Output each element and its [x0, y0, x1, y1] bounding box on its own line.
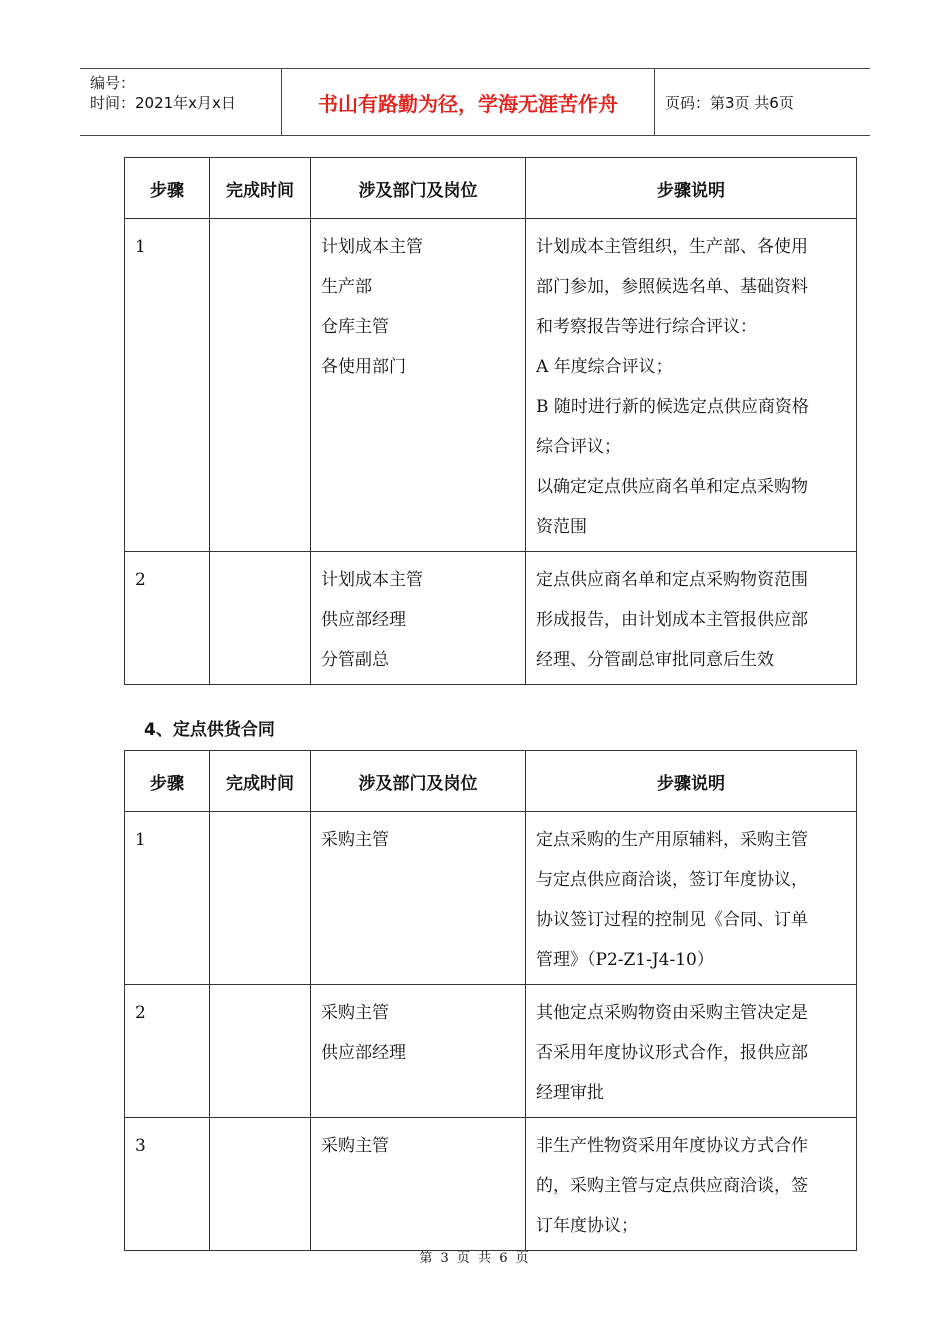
description-line: A 年度综合评议；	[536, 357, 673, 377]
department-name: 供应部经理	[321, 1043, 406, 1063]
step-description-cell	[526, 1118, 857, 1251]
description-line: 和考察报告等进行综合评议：	[536, 317, 757, 337]
step-number-cell: 2	[125, 985, 210, 1118]
column-header-time: 完成时间	[210, 751, 311, 812]
description-line: 形成报告，由计划成本主管报供应部	[536, 610, 808, 630]
column-header-step: 步骤	[125, 158, 210, 219]
table-row	[125, 985, 857, 1118]
step-number-cell: 1	[125, 812, 210, 985]
departments-cell	[311, 985, 526, 1118]
table-row	[125, 1118, 857, 1251]
table-row	[125, 552, 857, 685]
department-name: 各使用部门	[321, 357, 406, 377]
completion-time-cell	[210, 1118, 311, 1251]
section-title: 4、定点供货合同	[144, 720, 275, 740]
procedure-table-1	[124, 157, 857, 685]
description-line: B 随时进行新的候选定点供应商资格	[536, 397, 809, 417]
description-line: 与定点供应商洽谈，签订年度协议，	[536, 870, 808, 890]
description-line: 计划成本主管组织，生产部、各使用	[536, 237, 808, 257]
step-description-cell	[526, 552, 857, 685]
page-header	[80, 68, 870, 136]
description-line: 经理审批	[536, 1083, 604, 1103]
column-header-departments: 涉及部门及岗位	[311, 751, 526, 812]
document-date: 时间：2021年x月x日	[90, 94, 236, 112]
department-name: 分管副总	[321, 650, 389, 670]
department-name: 计划成本主管	[321, 570, 423, 590]
step-description-cell	[526, 985, 857, 1118]
description-line: 否采用年度协议形式合作，报供应部	[536, 1043, 808, 1063]
page-footer: 第 3 页 共 6 页	[419, 1251, 531, 1266]
step-number-cell: 3	[125, 1118, 210, 1251]
description-line: 管理》（P2-Z1-J4-10）	[536, 950, 714, 970]
header-page-number: 页码：第3页 共6页	[665, 93, 794, 112]
description-line: 以确定定点供应商名单和定点采购物	[536, 477, 808, 497]
document-number: 编号：	[90, 74, 136, 92]
description-line: 部门参加，参照候选名单、基础资料	[536, 277, 808, 297]
description-line: 定点供应商名单和定点采购物资范围	[536, 570, 808, 590]
department-name: 采购主管	[321, 1003, 389, 1023]
description-line: 综合评议；	[536, 437, 621, 457]
completion-time-cell	[210, 985, 311, 1118]
table-row	[125, 219, 857, 552]
column-header-step: 步骤	[125, 751, 210, 812]
department-name: 计划成本主管	[321, 237, 423, 257]
column-header-time: 完成时间	[210, 158, 311, 219]
description-line: 资范围	[536, 517, 587, 537]
departments-cell	[311, 552, 526, 685]
table-row	[125, 812, 857, 985]
department-name: 采购主管	[321, 1136, 389, 1156]
department-name: 仓库主管	[321, 317, 389, 337]
column-header-description: 步骤说明	[526, 751, 857, 812]
description-line: 定点采购的生产用原辅料，采购主管	[536, 830, 808, 850]
description-line: 非生产性物资采用年度协议方式合作	[536, 1136, 808, 1156]
description-line: 经理、分管副总审批同意后生效	[536, 650, 774, 670]
department-name: 采购主管	[321, 830, 389, 850]
column-header-description: 步骤说明	[526, 158, 857, 219]
completion-time-cell	[210, 812, 311, 985]
step-number-cell: 1	[125, 219, 210, 552]
departments-cell	[311, 219, 526, 552]
header-meta	[80, 69, 282, 135]
procedure-table-2	[124, 750, 857, 1251]
description-line: 协议签订过程的控制见《合同、订单	[536, 910, 808, 930]
completion-time-cell	[210, 219, 311, 552]
step-number-cell: 2	[125, 552, 210, 685]
department-name: 供应部经理	[321, 610, 406, 630]
table-header-row	[125, 158, 857, 219]
header-motto: 书山有路勤为径，学海无涯苦作舟	[282, 69, 655, 135]
step-description-cell	[526, 219, 857, 552]
departments-cell	[311, 812, 526, 985]
completion-time-cell	[210, 552, 311, 685]
description-line: 其他定点采购物资由采购主管决定是	[536, 1003, 808, 1023]
table-header-row	[125, 751, 857, 812]
department-name: 生产部	[321, 277, 372, 297]
column-header-departments: 涉及部门及岗位	[311, 158, 526, 219]
step-description-cell	[526, 812, 857, 985]
description-line: 订年度协议；	[536, 1216, 638, 1236]
departments-cell	[311, 1118, 526, 1251]
description-line: 的，采购主管与定点供应商洽谈，签	[536, 1176, 808, 1196]
